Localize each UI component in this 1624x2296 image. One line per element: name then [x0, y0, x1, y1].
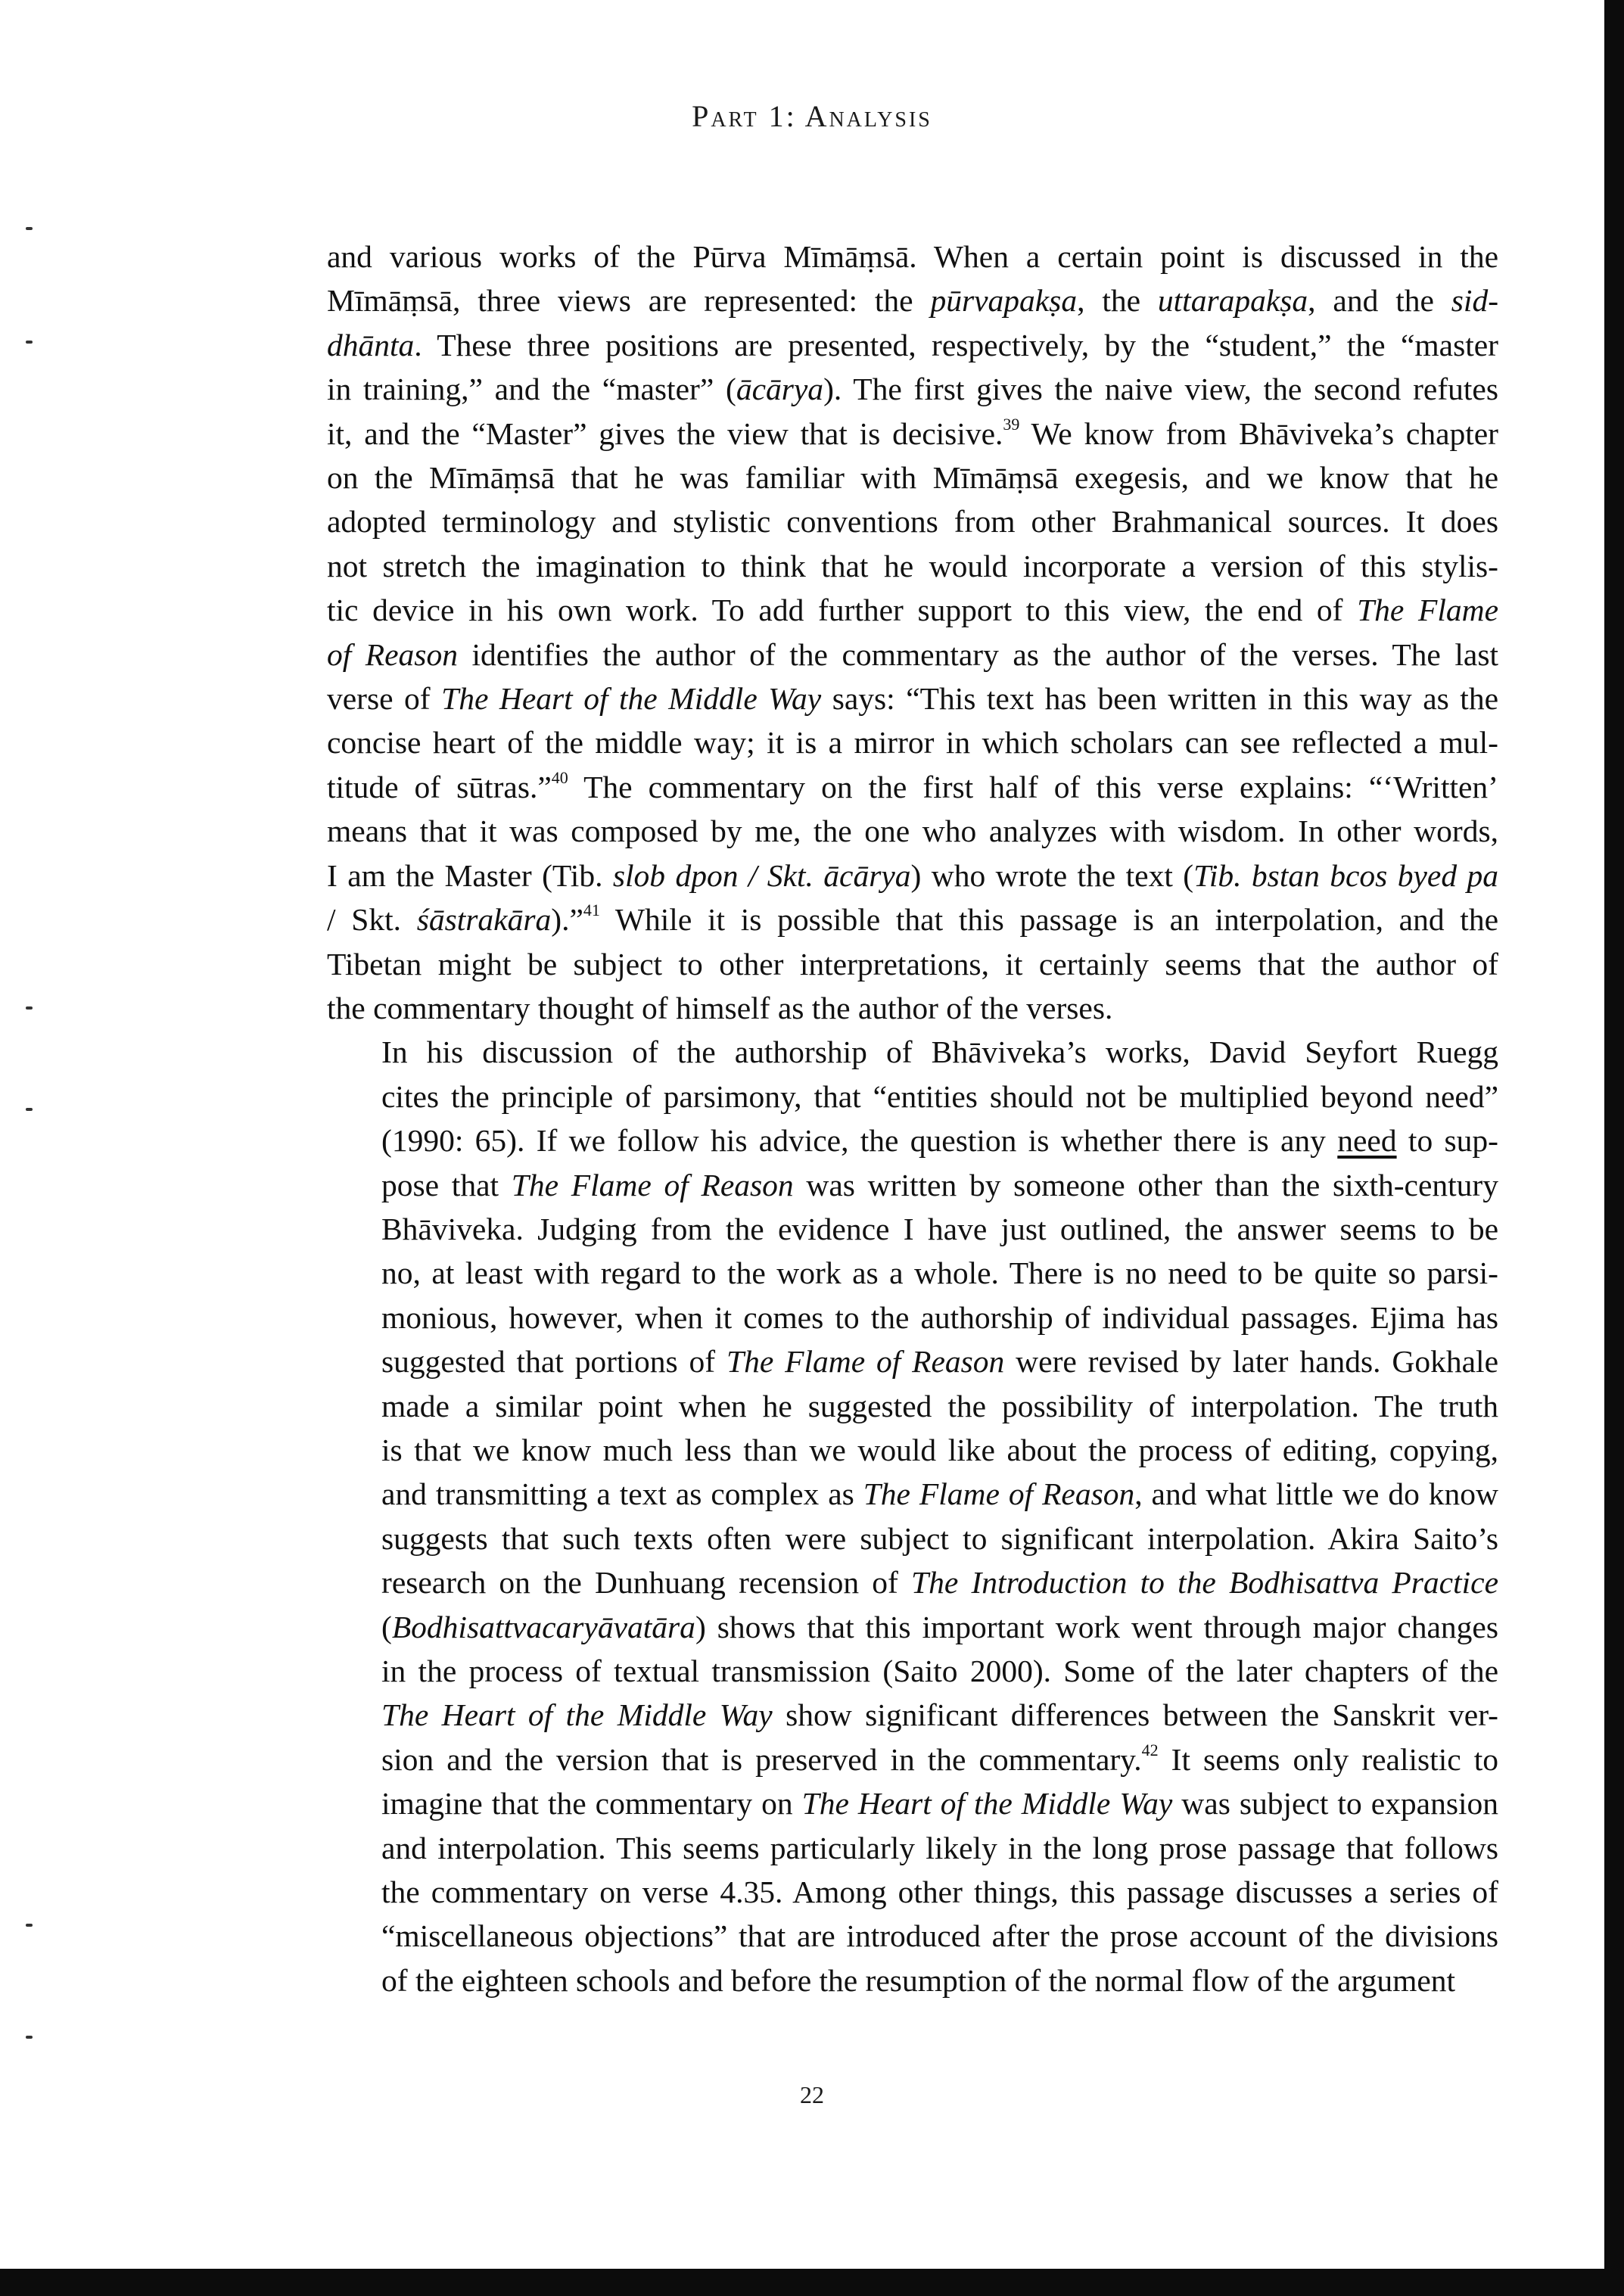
scan-speck [26, 1924, 33, 1927]
text-run: cites the principle of parsimony, that “entities should not be multiplied beyond need” [381, 1078, 1498, 1114]
text-run: to sup- [1396, 1123, 1499, 1159]
footnote-ref: 39 [1003, 414, 1020, 434]
text-run: ) who wrote the text ( [910, 857, 1194, 893]
scan-speck [26, 341, 33, 344]
text-line [327, 1870, 1498, 1914]
text-line [327, 235, 1498, 278]
underlined-run: need [1337, 1123, 1397, 1159]
text-run: monious, however, when it comes to the authorship of individual passages. Ejima has [381, 1299, 1498, 1335]
text-run: , the [1077, 283, 1158, 319]
scan-edge-bottom [0, 2269, 1624, 2296]
running-head: Part 1: Analysis [692, 99, 932, 133]
text-run: . These three positions are presented, respectively, by the “student,” the “master [414, 327, 1498, 362]
text-run: says: “This text has been written in this way as the [821, 681, 1498, 717]
italic-run: śāstrakāra [416, 902, 552, 938]
text-run: in the process of textual transmission (Saito 2000). Some of the later chapters of the [381, 1654, 1498, 1688]
text-line [327, 633, 1498, 677]
text-run: adopted terminology and stylistic conventions from other Brahmanical sources. It does [327, 504, 1498, 540]
text-run: and various works of the Pūrva Mīmāṃsā. When a certain point is discussed in the [327, 239, 1498, 274]
text-run: It seems only realistic to [1158, 1741, 1498, 1777]
text-run: in training,” and the “master” ( [327, 372, 736, 407]
text-line [327, 720, 1498, 764]
text-run: suggested that portions of [381, 1344, 726, 1380]
text-run: concise heart of the middle way; it is a mirror in which scholars can see reflected a mul- [327, 725, 1498, 761]
text-line [327, 456, 1498, 499]
text-line [327, 1605, 1498, 1649]
text-run: was written by someone other than the sixth-century [793, 1167, 1498, 1202]
text-run: Mīmāṃsā, three views are represented: the [327, 283, 931, 319]
text-line [327, 1649, 1498, 1693]
text-run: In his discussion of the authorship of Bhāviveka’s works, David Seyfort Ruegg [381, 1034, 1498, 1070]
text-line [327, 854, 1498, 898]
text-run: “miscellaneous objections” that are introduced after the prose account of the divisions [381, 1918, 1498, 1954]
text-run: titude of sūtras.” [327, 769, 552, 804]
text-line [327, 544, 1498, 588]
text-run: suggests that such texts often were subject to significant interpolation. Akira Saito’s [381, 1520, 1498, 1556]
italic-run: sid- [1451, 283, 1499, 319]
italic-run: Bodhisattvacaryāvatāra [391, 1609, 695, 1644]
text-line [327, 1384, 1498, 1428]
text-run: sion and the version that is preserved in the commentary. [381, 1741, 1142, 1777]
text-run: The commentary on the first half of this verse explains: “‘Written’ [568, 769, 1499, 804]
text-run: tic device in his own work. To add further support to this view, the end of [327, 593, 1358, 628]
text-run: the commentary on verse 4.35. Among other things, this passage discusses a series of [381, 1874, 1498, 1910]
scan-speck [26, 1108, 33, 1111]
text-run: ) shows that this important work went through major changes [695, 1609, 1498, 1644]
text-run: and transmitting a text as complex as [381, 1476, 863, 1512]
text-line [327, 1914, 1498, 1958]
text-line [327, 1118, 1498, 1162]
text-line [327, 1030, 1498, 1074]
text-line [327, 412, 1498, 456]
text-line [327, 588, 1498, 632]
text-run: ( [381, 1609, 392, 1644]
italic-run: slob dpon / Skt. ācārya [612, 857, 911, 893]
page-number: 22 [800, 2081, 824, 2108]
text-run: While it is possible that this passage is an interpolation, and the [599, 902, 1499, 938]
text-run: on the Mīmāṃsā that he was familiar with Mīmāṃsā exegesis, and we know that he [327, 460, 1498, 496]
text-run: made a similar point when he suggested the possibility of interpolation. The truth [381, 1388, 1498, 1423]
text-run: We know from Bhāviveka’s chapter [1019, 415, 1499, 451]
italic-run: uttarapakṣa [1157, 283, 1308, 319]
text-line [327, 1517, 1498, 1560]
scan-speck [26, 1006, 33, 1010]
text-line [327, 1472, 1498, 1516]
text-run: , and what little we do know [1134, 1476, 1498, 1512]
italic-run: Tib. bstan bcos byed pa [1193, 857, 1498, 893]
text-line [327, 1075, 1498, 1118]
italic-run: The Heart of the Middle Way [801, 1786, 1173, 1822]
text-run: ). The first gives the naive view, the second refutes [823, 372, 1498, 407]
paragraph-1 [327, 235, 1498, 1030]
body-text [327, 235, 1498, 2002]
italic-run: The Flame of Reason [863, 1476, 1135, 1512]
italic-run: dhānta [327, 327, 415, 362]
italic-run: The Heart of the Middle Way [441, 681, 822, 717]
text-run: imagine that the commentary on [381, 1786, 802, 1822]
italic-run: The Flame [1357, 593, 1498, 628]
italic-run: of Reason [327, 636, 458, 672]
text-line [327, 323, 1498, 367]
text-run: not stretch the imagination to think that he would incorporate a version of this stylis- [327, 548, 1498, 583]
scan-edge-right [1604, 0, 1624, 2296]
text-run: (1990: 65). If we follow his advice, the question is whether there is any [381, 1123, 1338, 1159]
text-line [327, 499, 1498, 543]
text-run: I am the Master (Tib. [327, 857, 613, 893]
text-line [327, 1738, 1498, 1781]
text-run: means that it was composed by me, the one who analyzes with wisdom. In other words, [327, 814, 1498, 849]
text-run: ).” [551, 902, 583, 938]
text-line [327, 1428, 1498, 1472]
text-run: pose that [381, 1167, 512, 1202]
text-line [327, 765, 1498, 809]
text-line [327, 677, 1498, 720]
text-run: / Skt. [327, 902, 417, 938]
italic-run: ācārya [736, 372, 824, 407]
footnote-ref: 40 [551, 768, 568, 788]
text-line [327, 809, 1498, 853]
text-run: verse of [327, 681, 442, 717]
footnote-ref: 42 [1141, 1740, 1159, 1759]
italic-run: The Flame of Reason [726, 1344, 1005, 1380]
text-run: was subject to expansion [1172, 1786, 1499, 1822]
footnote-ref: 41 [583, 901, 600, 920]
text-run: it, and the “Master” gives the view that is decisive. [327, 415, 1003, 451]
text-line [327, 1781, 1498, 1825]
text-line [327, 1693, 1498, 1737]
text-run: identifies the author of the commentary as the author of the verses. The last [457, 636, 1498, 672]
text-line [327, 367, 1498, 411]
text-line [327, 1826, 1498, 1870]
text-run: of the eighteen schools and before the resumption of the normal flow of the argument [381, 1962, 1456, 1998]
text-line [327, 278, 1498, 322]
text-run: research on the Dunhuang recension of [381, 1565, 912, 1601]
text-line [327, 1560, 1498, 1604]
text-line [327, 1163, 1498, 1207]
scan-speck [26, 227, 33, 230]
italic-run: The Flame of Reason [511, 1167, 794, 1202]
text-line [327, 1339, 1498, 1383]
italic-run: The Heart of the Middle Way [381, 1697, 773, 1733]
italic-run: The Introduction to the Bodhisattva Practice [911, 1565, 1499, 1601]
text-run: show significant differences between the Sanskrit ver- [772, 1697, 1498, 1733]
text-line [327, 1207, 1498, 1251]
italic-run: pūrvapakṣa [930, 283, 1078, 319]
text-line [327, 1296, 1498, 1339]
text-run: , and the [1308, 283, 1451, 319]
paragraph-2 [327, 1030, 1498, 2002]
text-line [327, 942, 1498, 986]
scan-speck [26, 2036, 33, 2039]
text-line [327, 1958, 1498, 2002]
text-run: the commentary thought of himself as the author of the verses. [327, 990, 1113, 1025]
text-run: were revised by later hands. Gokhale [1004, 1344, 1498, 1380]
text-line [327, 1251, 1498, 1295]
text-run: Tibetan might be subject to other interpretations, it certainly seems that the author of [327, 946, 1498, 982]
text-run: Bhāviveka. Judging from the evidence I have just outlined, the answer seems to be [381, 1211, 1498, 1246]
text-run: no, at least with regard to the work as a whole. There is no need to be quite so parsi- [381, 1255, 1498, 1291]
text-run: is that we know much less than we would like about the process of editing, copying, [381, 1432, 1498, 1467]
text-line [327, 986, 1498, 1030]
text-run: and interpolation. This seems particularly likely in the long prose passage that follows [381, 1830, 1498, 1865]
text-line [327, 898, 1498, 941]
